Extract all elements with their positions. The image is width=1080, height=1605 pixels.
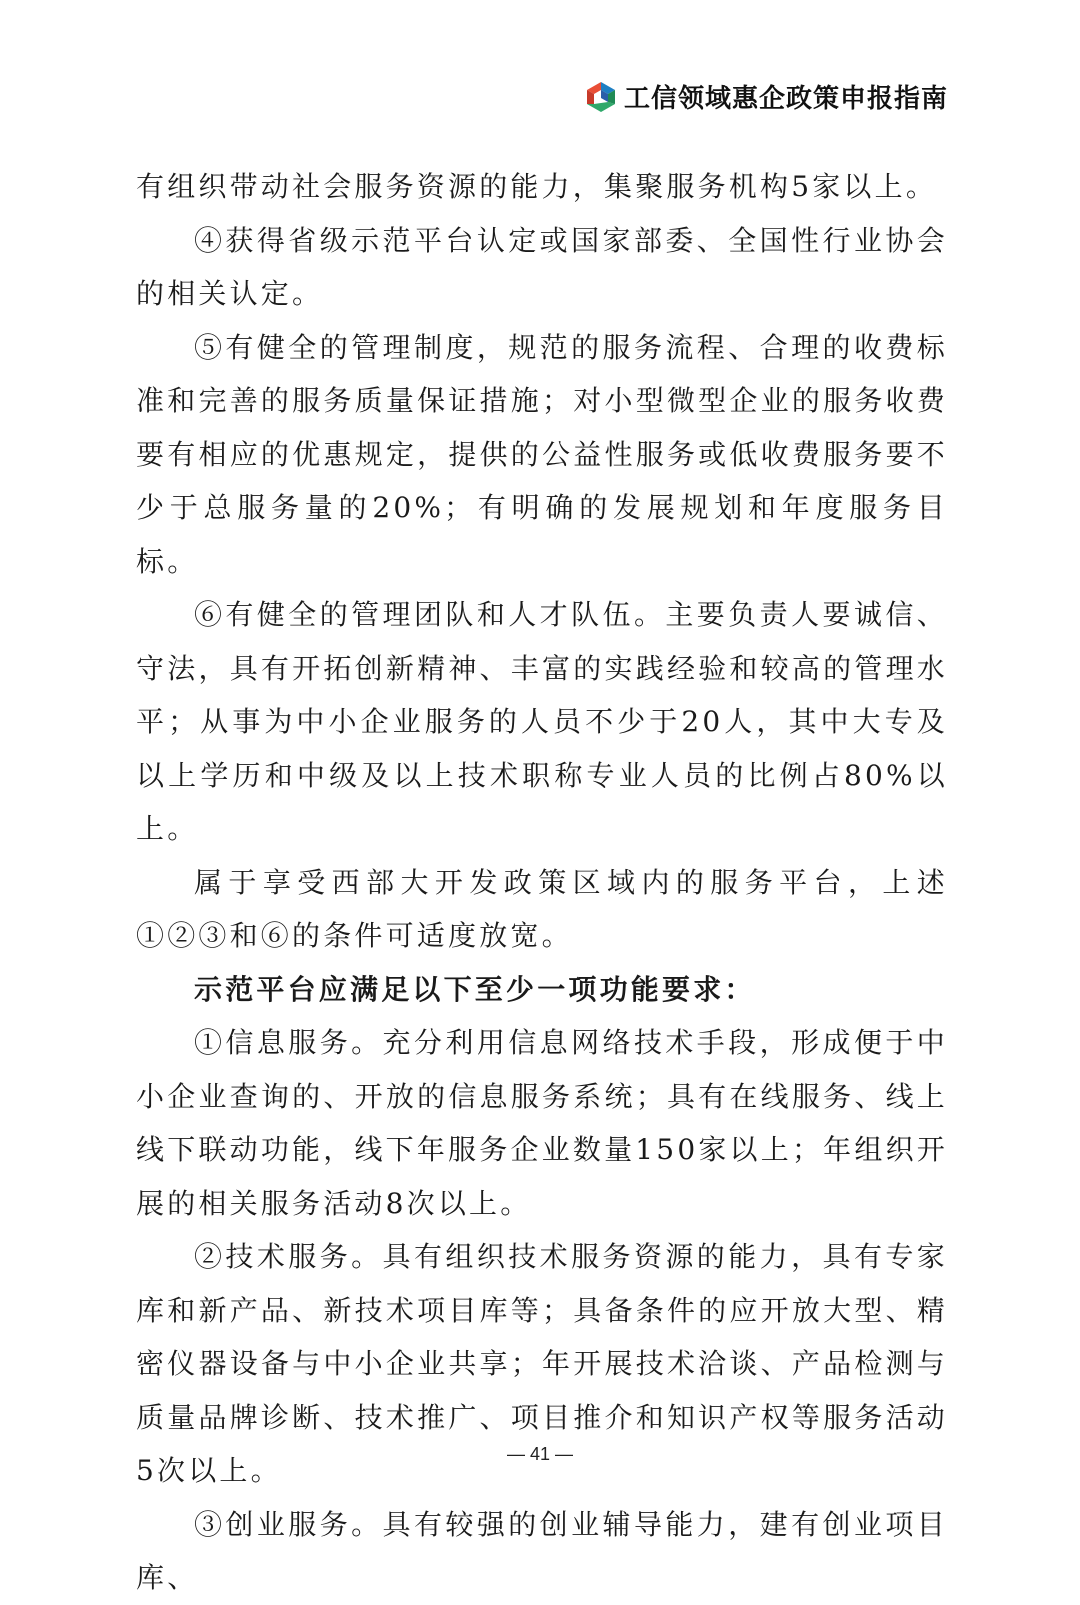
page-number: — 41 — [506,1444,574,1464]
document-title: 工信领域惠企政策申报指南 [623,84,948,114]
paragraph: ③创业服务。具有较强的创业辅导能力，建有创业项目库、 [136,1507,948,1594]
paragraph: 属于享受西部大开发政策区域内的服务平台，上述①②③和⑥的条件可适度放宽。 [136,865,948,952]
paragraph: ①信息服务。充分利用信息网络技术手段，形成便于中小企业查询的、开放的信息服务系统；具有在线服务、线上线下联动功能，线下年服务企业数量150家以上；年组织开展的相关服务活动8次以上。 [136,1026,948,1220]
paragraph: 有组织带动社会服务资源的能力，集聚服务机构5家以上。 [136,170,938,203]
paragraph: ②技术服务。具有组织技术服务资源的能力，具有专家库和新产品、新技术项目库等；具备条件的应开放大型、精密仪器设备与中小企业共享；年开展技术洽谈、产品检测与质量品牌诊断、技术推广、项目推介和知识产权等服务活动5次以上。 [136,1240,948,1487]
paragraph: ⑤有健全的管理制度，规范的服务流程、合理的收费标准和完善的服务质量保证措施；对小型微型企业的服务收费要有相应的优惠规定，提供的公益性服务或低收费服务要不少于总服务量的20%；有明确的发展规划和年度服务目标。 [136,330,948,578]
logo-icon [584,80,618,114]
page-header [584,78,948,115]
paragraph: ④获得省级示范平台认定或国家部委、全国性行业协会的相关认定。 [136,223,948,310]
section-heading: 示范平台应满足以下至少一项功能要求： [194,972,756,1006]
document-body [136,160,948,1605]
paragraph: ⑥有健全的管理团队和人才队伍。主要负责人要诚信、守法，具有开拓创新精神、丰富的实践经验和较高的管理水平；从事为中小企业服务的人员不少于20人，其中大专及以上学历和中级及以上技术职称专业人员的比例占80%以上。 [136,598,948,845]
